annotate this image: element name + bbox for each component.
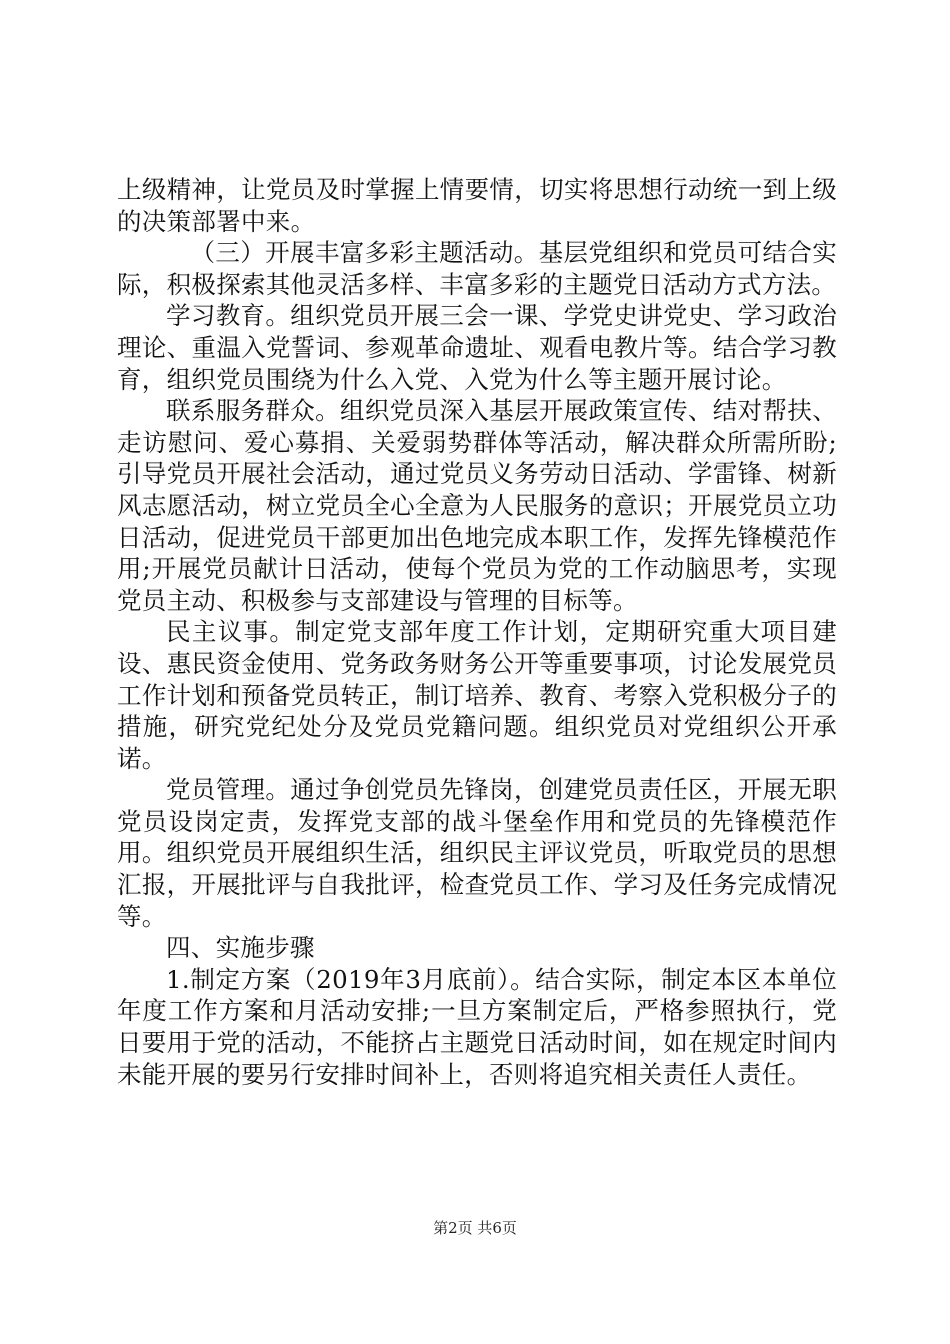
paragraph-member-management: 党员管理。通过争创党员先锋岗，创建党员责任区，开展无职党员设岗定责，发挥党支部的战斗堡垒作用和党员的先锋模范作用。组织党员开展组织生活，组织民主评议党员，听取党员的思想汇报，开展批评与自我批评，检查党员工作、学习及任务完成情况等。 — [117, 775, 837, 931]
document-body — [117, 174, 837, 1090]
paragraph-section-three: （三）开展丰富多彩主题活动。基层党组织和党员可结合实际，积极探索其他灵活多样、丰富多彩的主题党日活动方式方法。 — [117, 238, 837, 299]
section-heading-implementation-steps: 四、实施步骤 — [166, 933, 315, 963]
paragraph-step-one: 1.制定方案（2019年3月底前）。结合实际，制定本区本单位年度工作方案和月活动安排;一旦方案制定后，严格参照执行，党日要用于党的活动，不能挤占主题党日活动时间，如在规定时间内未能开展的要另行安排时间补上，否则将追究相关责任人责任。 — [117, 964, 837, 1089]
paragraph-serve-masses: 联系服务群众。组织党员深入基层开展政策宣传、结对帮扶、走访慰问、爱心募捐、关爱弱势群体等活动，解决群众所需所盼;引导党员开展社会活动，通过党员义务劳动日活动、学雷锋、树新风志愿活动，树立党员全心全意为人民服务的意识；开展党员立功日活动，促进党员干部更加出色地完成本职工作，发挥先锋模范作用;开展党员献计日活动，使每个党员为党的工作动脑思考，实现党员主动、积极参与支部建设与管理的目标等。 — [117, 396, 837, 615]
paragraph-continuation: 上级精神，让党员及时掌握上情要情，切实将思想行动统一到上级的决策部署中来。 — [117, 175, 837, 236]
paragraph-democratic-discussion: 民主议事。制定党支部年度工作计划，定期研究重大项目建设、惠民资金使用、党务政务财务公开等重要事项，讨论发展党员工作计划和预备党员转正，制订培养、教育、考察入党积极分子的措施，研究党纪处分及党员党籍问题。组织党员对党组织公开承诺。 — [117, 617, 837, 773]
paragraph-study-education: 学习教育。组织党员开展三会一课、学党史讲党史、学习政治理论、重温入党誓词、参观革命遗址、观看电教片等。结合学习教育，组织党员围绕为什么入党、入党为什么等主题开展讨论。 — [117, 301, 837, 394]
page-number-footer: 第2页 共6页 — [433, 1219, 517, 1237]
